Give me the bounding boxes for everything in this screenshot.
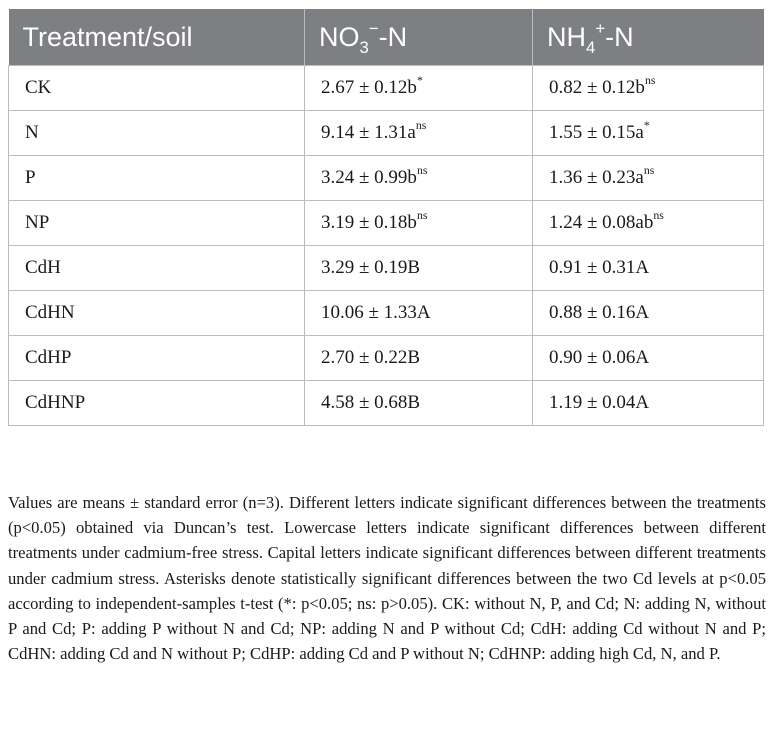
nitrogen-table	[8, 9, 764, 426]
cell-nh4-value: 0.82 ± 0.12b	[549, 77, 645, 98]
cell-no3	[305, 111, 533, 156]
header-nh4-sub: 4	[586, 37, 596, 57]
cell-treatment: CdHP	[9, 336, 305, 381]
cell-no3-significance: ns	[416, 208, 428, 222]
cell-nh4-value: 0.88 ± 0.16A	[549, 302, 650, 323]
cell-no3-value: 10.06 ± 1.33A	[321, 302, 431, 323]
header-no3-base: NO	[319, 21, 360, 52]
cell-nh4	[533, 381, 764, 426]
table-row	[9, 246, 764, 291]
header-nh4-base: NH	[547, 21, 586, 52]
header-no3-sup: −	[368, 18, 379, 38]
cell-nh4-significance: ns	[653, 208, 664, 222]
cell-no3-value: 3.24 ± 0.99b	[321, 167, 417, 188]
cell-nh4	[533, 336, 764, 381]
cell-no3	[305, 336, 533, 381]
header-no3-n	[305, 9, 533, 66]
cell-treatment: CK	[9, 66, 305, 111]
cell-nh4	[533, 66, 764, 111]
cell-nh4-value: 1.24 ± 0.08ab	[549, 212, 654, 233]
cell-treatment: CdHNP	[9, 381, 305, 426]
cell-no3	[305, 246, 533, 291]
table-row	[9, 336, 764, 381]
table-row	[9, 156, 764, 201]
cell-treatment: N	[9, 111, 305, 156]
table-row	[9, 291, 764, 336]
cell-no3-significance: *	[416, 73, 423, 87]
table-row	[9, 201, 764, 246]
cell-nh4-significance: ns	[643, 163, 655, 177]
cell-nh4	[533, 111, 764, 156]
cell-nh4-value: 0.90 ± 0.06A	[549, 347, 650, 368]
cell-no3-significance: ns	[415, 118, 427, 132]
cell-nh4-significance: *	[643, 118, 650, 132]
cell-nh4-significance: ns	[644, 73, 656, 87]
cell-no3	[305, 201, 533, 246]
cell-no3	[305, 291, 533, 336]
data-table-container	[8, 9, 763, 426]
cell-no3-value: 2.70 ± 0.22B	[321, 347, 421, 368]
cell-no3-value: 2.67 ± 0.12b	[321, 77, 417, 98]
cell-nh4	[533, 201, 764, 246]
table-header-row	[9, 9, 764, 66]
cell-treatment: CdH	[9, 246, 305, 291]
cell-treatment: P	[9, 156, 305, 201]
cell-nh4	[533, 246, 764, 291]
header-no3-sub: 3	[359, 37, 369, 57]
table-row	[9, 111, 764, 156]
header-nh4-n	[533, 9, 764, 66]
cell-nh4-value: 1.55 ± 0.15a	[549, 122, 644, 143]
table-row	[9, 66, 764, 111]
cell-no3-significance: ns	[416, 163, 428, 177]
header-nh4-sup: +	[595, 18, 606, 38]
cell-no3	[305, 381, 533, 426]
cell-no3-value: 3.29 ± 0.19B	[321, 257, 421, 278]
cell-nh4	[533, 291, 764, 336]
cell-no3-value: 4.58 ± 0.68B	[321, 392, 421, 413]
header-nh4-tail: -N	[605, 21, 634, 52]
table-row	[9, 381, 764, 426]
table-footnote: Values are means ± standard error (n=3). Different letters indicate significant differences between the treatments (p<0.05) obtained via Duncan’s test. Lowercase letters indicate significant differences between different treatments under cadmium-free stress. Capital letters indicate significant differences between different treatments under cadmium stress. Asterisks denote statistically significant differences between the two Cd levels at p<0.05 according to independent-samples t-test (*: p<0.05; ns: p>0.05). CK: without N, P, and Cd; N: adding N, without P and Cd; P: adding P without N and Cd; NP: adding N and P without Cd; CdH: adding Cd without N and P; CdHN: adding Cd and N without P; CdHP: adding Cd and P without N; CdHNP: adding high Cd, N, and P.	[8, 493, 766, 664]
cell-nh4	[533, 156, 764, 201]
cell-no3	[305, 156, 533, 201]
header-no3-tail: -N	[378, 21, 408, 52]
cell-no3	[305, 66, 533, 111]
cell-treatment: CdHN	[9, 291, 305, 336]
cell-nh4-value: 1.19 ± 0.04A	[549, 392, 650, 413]
cell-nh4-value: 1.36 ± 0.23a	[549, 167, 644, 188]
header-treatment: Treatment/soil	[9, 9, 305, 66]
cell-no3-value: 9.14 ± 1.31a	[321, 122, 416, 143]
cell-no3-value: 3.19 ± 0.18b	[321, 212, 417, 233]
cell-nh4-value: 0.91 ± 0.31A	[549, 257, 650, 278]
cell-treatment: NP	[9, 201, 305, 246]
